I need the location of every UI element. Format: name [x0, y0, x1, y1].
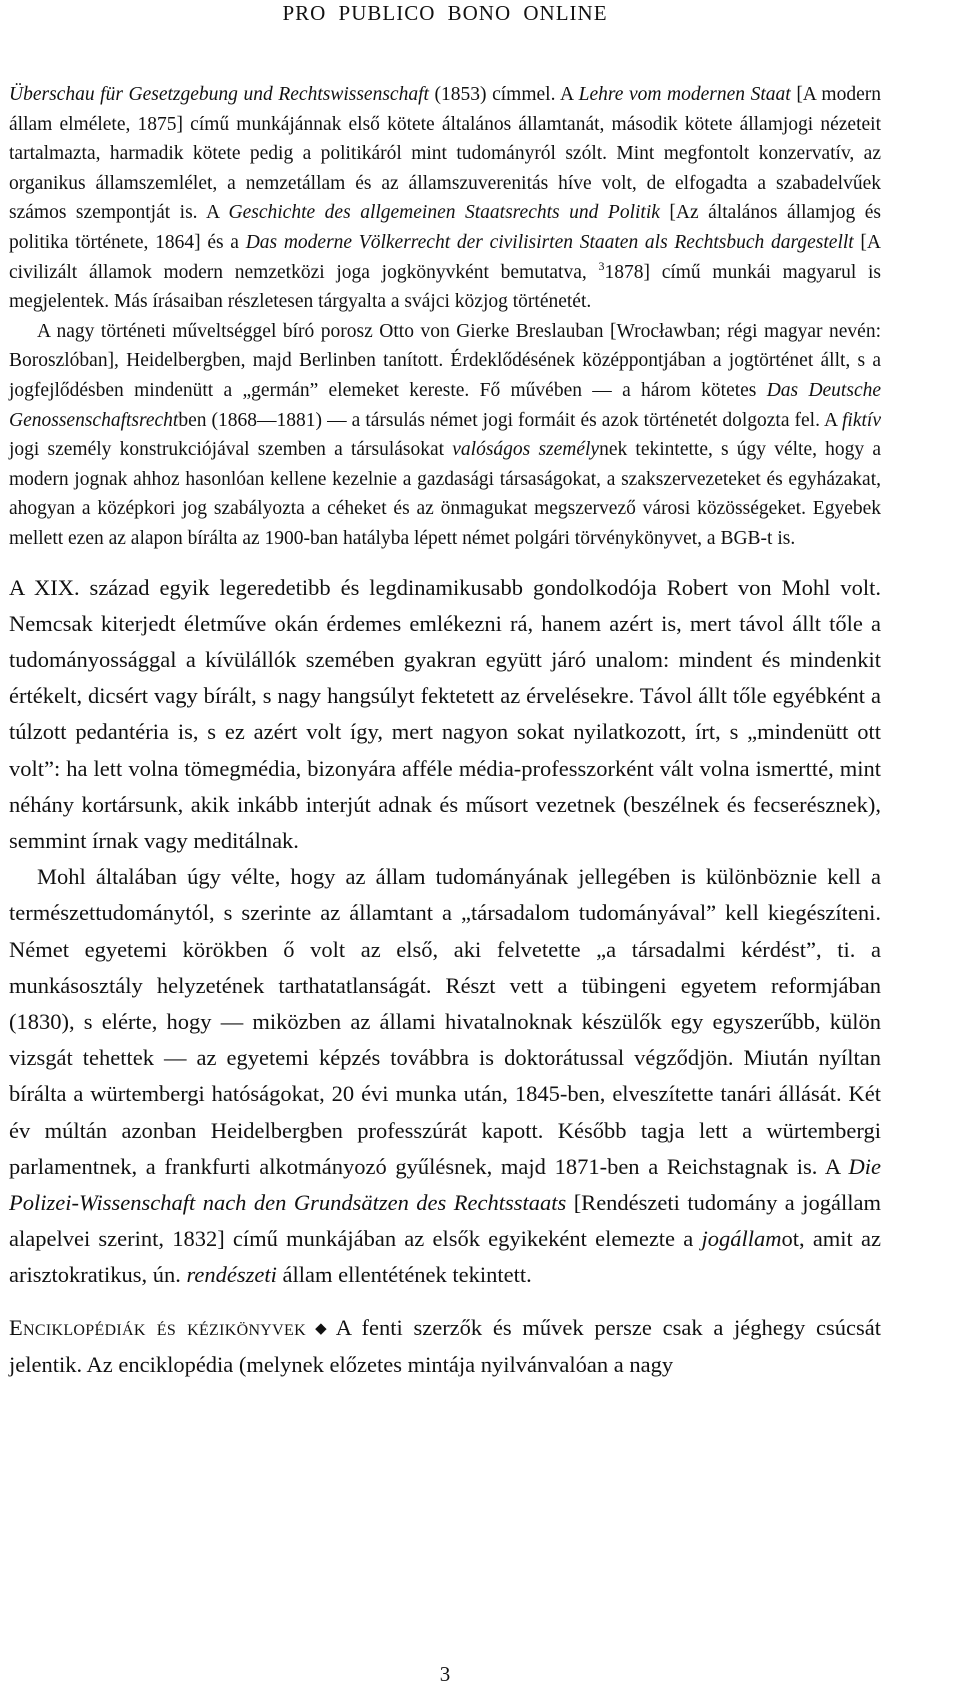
italic-title: Geschichte des allgemeinen Staatsrechts und Politik [228, 202, 660, 224]
italic-title: Überschau für Gesetzgebung und Rechtswissenschaft [9, 84, 429, 105]
paragraph-gierke: A nagy történeti műveltséggel bíró porosz Otto von Gierke Breslauban [Wrocławban; régi magyar nevén: Boroszlóban], Heidelbergben, majd Berlinben tanított. Érdeklődésének középpontjában a jogtörténet állt, s a jogfejlődésben mindenütt a „germán” elemeket kereste. Fő művében — a három kötetes Das Deutsche Genossenschaftsrechtben (1868—1881) — a társulás német jogi formáit és azok történetét dolgozta fel. A fiktív jogi személy konstrukciójával szemben a társulásokat valóságos személynek tekintette, s úgy vélte, hogy a modern jognak ahhoz hasonlóan kellene kezelnie a gazdasági társaságokat, a szakszervezeteket és egyházakat, ahogyan a középkori jog szabályozta a céheket és az önmagukat megszervező városi közösségeket. Egyebek mellett ezen az alapon bírálta az 1900-ban hatályba lépett német polgári törvénykönyvet, a BGB-t is. [9, 320, 881, 549]
page-number: 3 [439, 1662, 451, 1686]
edition-superscript: 3 [598, 258, 605, 273]
diamond-icon: ◆ [309, 1320, 332, 1337]
italic-title: Die Polizei-Wissenschaft nach den Grundsätzen des Rechtsstaats [9, 1153, 881, 1215]
italic-term: fiktív [842, 409, 881, 431]
paragraph-bluntschli: Überschau für Gesetzgebung und Rechtswissenschaft (1853) címmel. A Lehre vom modernen Staat [A modern állam elmélete, 1875] című munkájánnak első kötete általános államtanát, második kötete államjogi nézeteit tartalmazta, harmadik kötete pedig a politikáról mint tudományról szólt. Mint megfontolt konzervatív, az organikus államszemlélet, a nemzetállam és az államszuverenitás híve volt, de elfogadta a szabadelvűek számos szempontját is. A Geschichte des allgemeinen Staatsrechts und Politik [Az általános államjog és politika története, 1864] és a Das moderne Völkerrecht der civilisirten Staaten als Rechtsbuch dargestellt [A civilizált államok modern nemzetközi joga jogkönyvként bemutatva, $^3$1878] című munkái magyarul is megjelentek. Más írásaiban részletesen tárgyalta a svájci közjog történetét. [9, 84, 882, 313]
paragraph-mohl-intro: A XIX. század egyik legeredetibb és legdinamikusabb gondolkodója Robert von Mohl volt. Nemcsak kiterjedt életműve okán érdemes emlékezni rá, hanem azért is, mert távol állt tőle a tudományossággal a kívülállók szemében gyakran együtt járó unalom: mindent és mindenkit értékelt, dicsért vagy bírált, s nagy hangsúlyt fektetett az érvelésekre. Távol állt tőle egyébként a túlzott pedantéria is, s ez azért volt így, mert nagyon sokat nyilatkozott, írt, s „mindenütt ott volt”: ha lett volna tömegmédia, bizonyára afféle média-professzorként vált volna ismertté, mint néhány kortársunk, akik inkább interjút adnak és műsort vezetnek (beszélnek és fecserésznek), semmint írnak vagy meditálnak. [9, 574, 881, 853]
running-header: PRO PUBLICO BONO ONLINE [282, 1, 608, 25]
paragraph-encyclopedias: Enciklopédiák és kézikönyvek ◆ A fenti szerzők és művek persze csak a jéghegy csúcsát jelentik. Az enciklopédia (melynek előzetes mintája nyilvánvalóan a nagy [9, 1314, 881, 1377]
italic-term: jogállam [701, 1226, 782, 1252]
italic-title: Das Deutsche Genossenschaftsrecht [9, 379, 881, 431]
italic-term: valóságos személy [452, 439, 600, 461]
section-heading: Enciklopédiák és kézikönyvek [9, 1314, 306, 1340]
italic-term: rendészeti [186, 1262, 277, 1288]
document-page [9, 0, 881, 1383]
italic-title: Lehre vom modernen Staat [578, 84, 791, 105]
italic-title: Das moderne Völkerrecht der civilisirten Staaten als Rechtsbuch dargestellt [245, 231, 854, 253]
paragraph-mohl-views: Mohl általában úgy vélte, hogy az állam tudományának jellegében is különböznie kell a természettudománytól, s szerinte az államtant a „társadalom tudományával” kell kiegészíteni. Német egyetemi körökben ő volt az első, aki felvetette „a társadalmi kérdést”, ti. a munkásosztály helyzetének tarthatatlanságát. Részt vett a tübingeni egyetem reformjában (1830), s elérte, hogy — miközben az állami hivatalnoknak készülők egy egyszerűbb, külön vizsgát tehettek — az egyetemi képzés továbbra is doktorátussal végződjön. Miután nyíltan bírálta a würtembergi hatóságokat, 20 évi munka után, 1845-ben, elveszítette tanári állását. Két év múltán azonban Heidelbergben professzúrát kapott. Később tagja lett a würtembergi parlamentnek, a frankfurti alkotmányozó gyűlésnek, majd 1871-ben a Reichstagnak is. A Die Polizei-Wissenschaft nach den Grundsätzen des Rechtsstaats [Rendészeti tudomány a jogállam alapelvei szerint, 1832] című munkájában az elsők egyikeként elemezte a jogállamot, amit az arisztokratikus, ún. rendészeti állam ellentétének tekintett. [9, 864, 881, 1288]
